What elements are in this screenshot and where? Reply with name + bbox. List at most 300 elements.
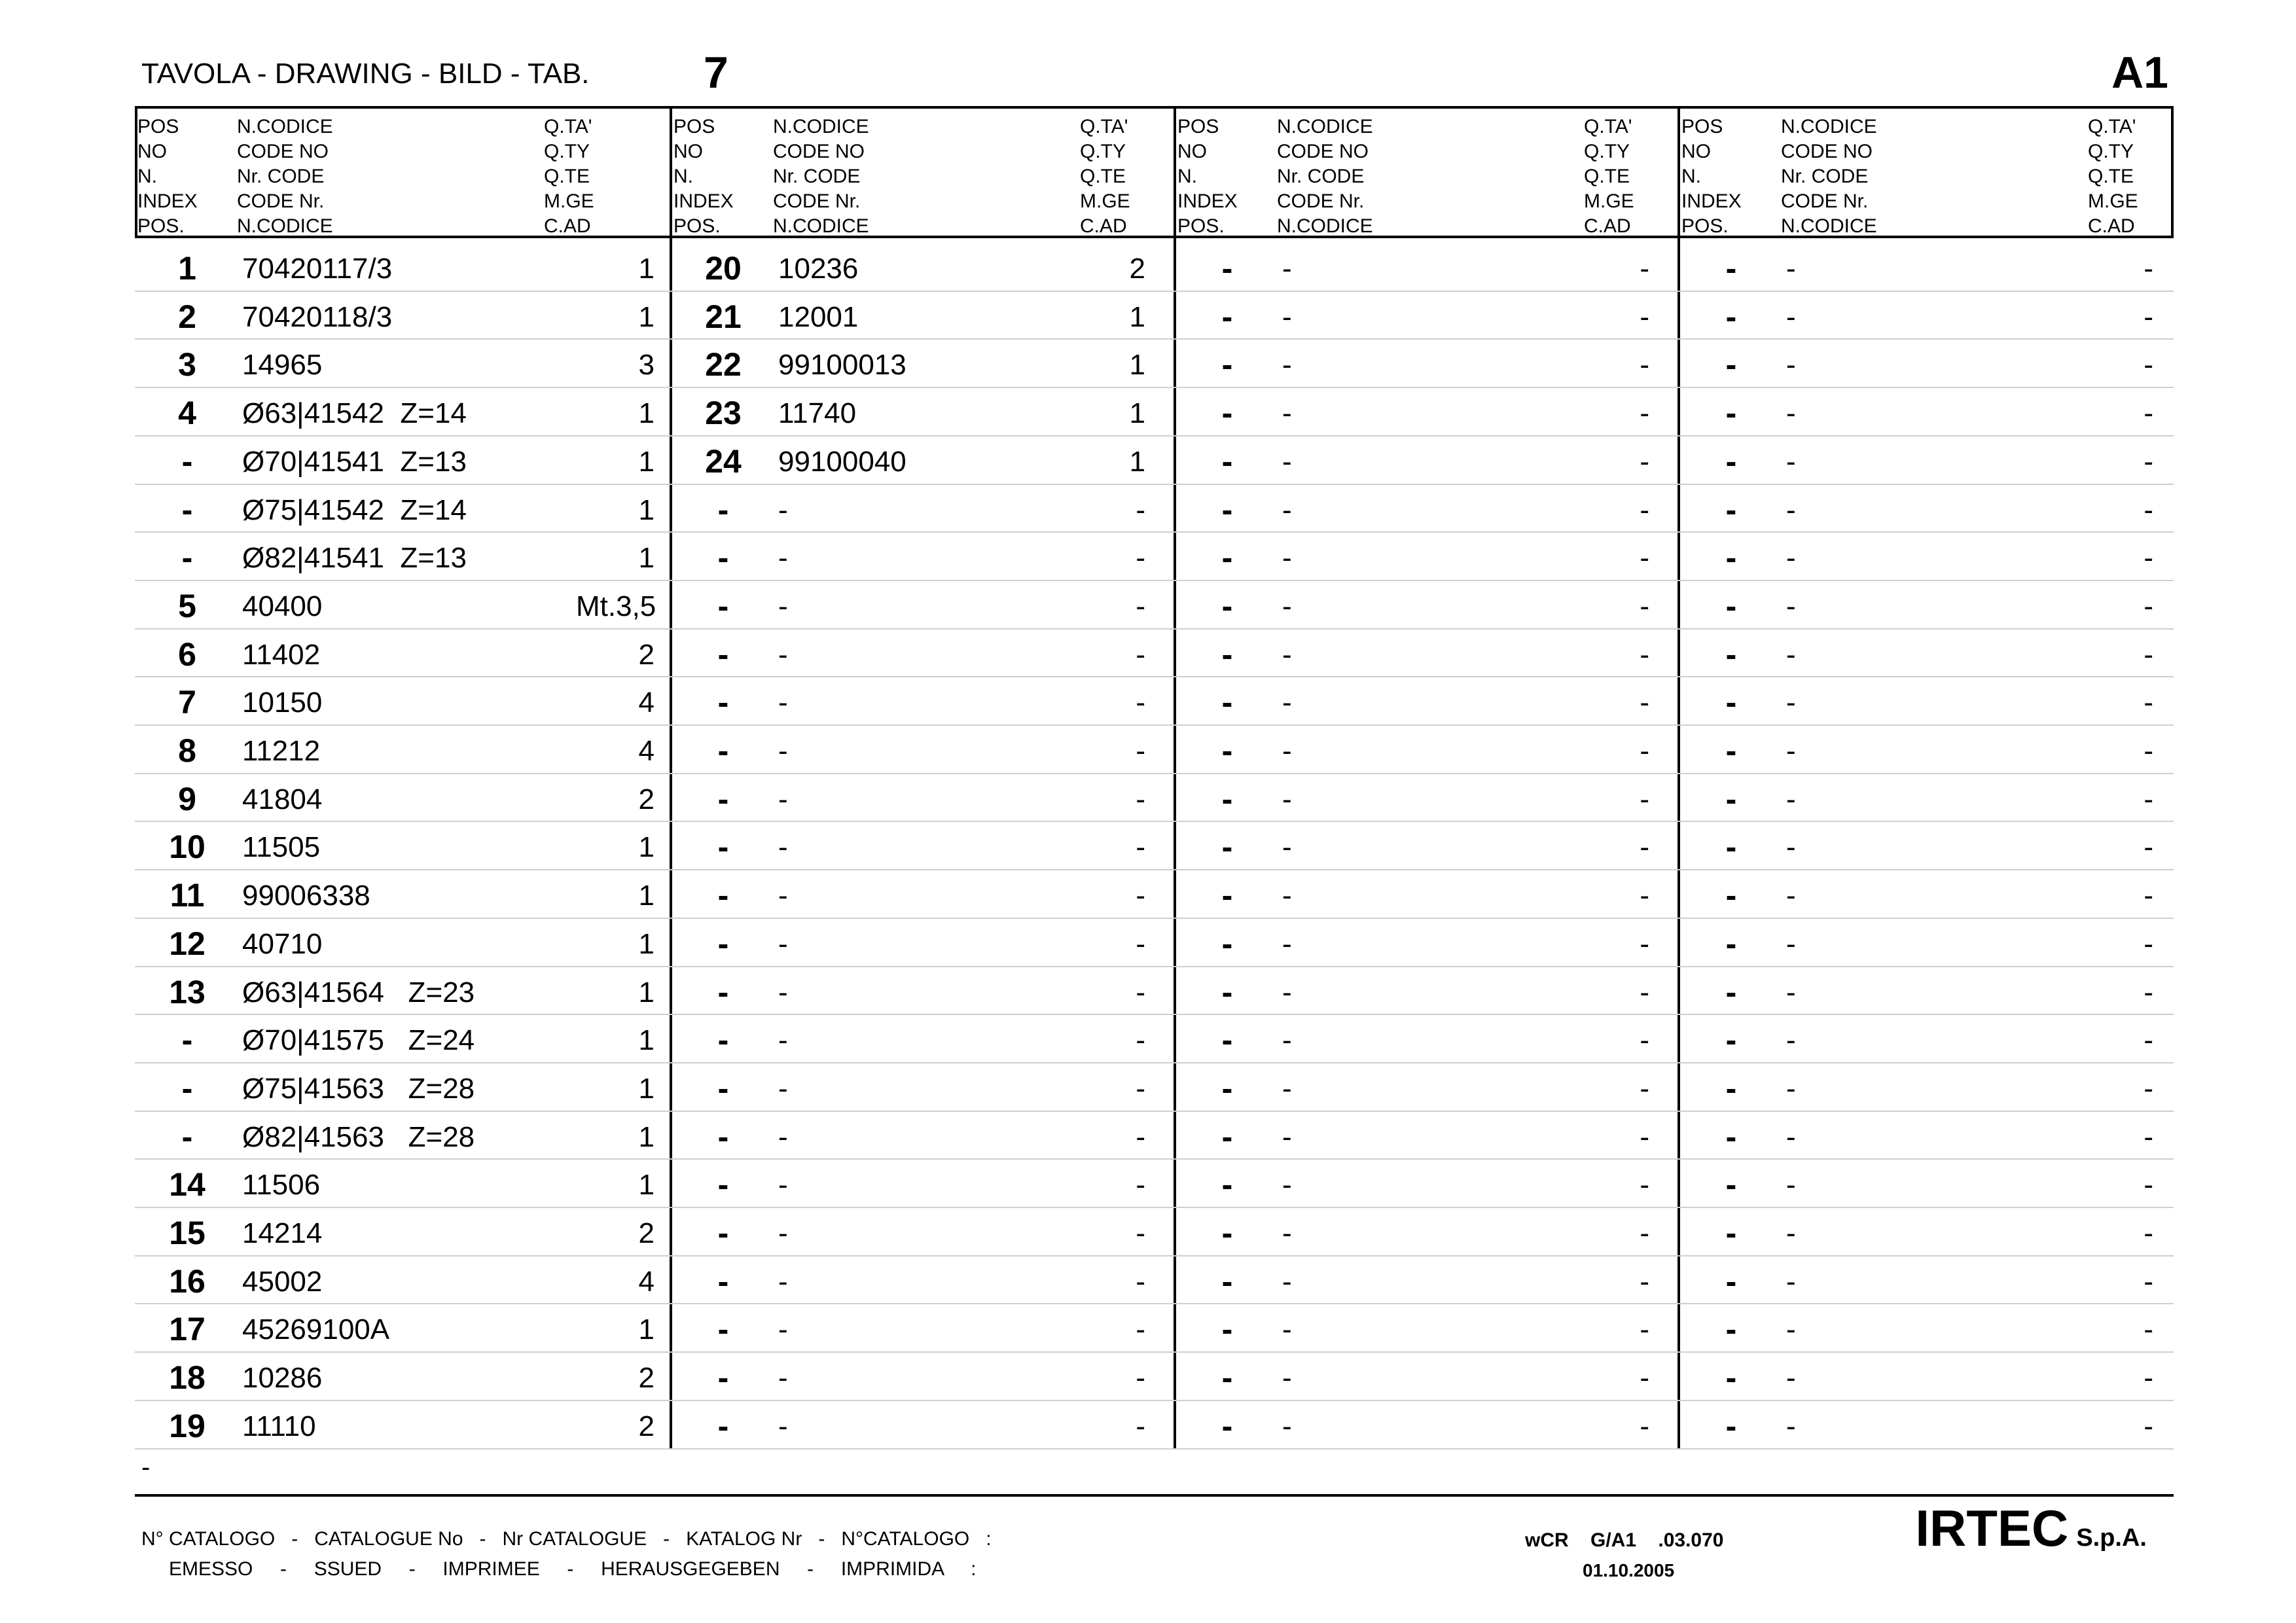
header-qty-label: Q.TA' [1080, 116, 1128, 137]
row-separator [135, 1014, 2174, 1015]
row-qty: - [2144, 831, 2153, 864]
row-code: 14214 [242, 1217, 323, 1249]
row-code: Ø82|41563 Z=28 [242, 1120, 475, 1153]
header-qty-label: Q.TA' [544, 116, 592, 137]
header-pos-label: N. [137, 166, 157, 187]
row-qty: - [2144, 493, 2153, 526]
row-code: - [1282, 542, 1292, 575]
row-pos: - [1221, 539, 1233, 577]
row-pos: - [1221, 346, 1233, 383]
header-column-divider [1677, 106, 1680, 238]
row-code: 11506 [242, 1169, 321, 1202]
sheet-code: A1 [2111, 48, 2168, 98]
row-pos: - [1221, 829, 1233, 866]
row-code: - [778, 880, 788, 912]
header-qty-label: M.GE [1080, 190, 1130, 212]
row-qty: - [1136, 927, 1145, 960]
row-qty: - [1136, 1169, 1145, 1202]
row-code: Ø82|41541 Z=13 [242, 542, 467, 575]
header-code-label: CODE NO [773, 141, 865, 162]
row-qty: - [2144, 590, 2153, 622]
row-qty: 2 [1129, 253, 1145, 285]
catalog-code: wCR G/A1 .03.070 [1525, 1529, 1724, 1551]
header-code-label: CODE NO [1277, 141, 1369, 162]
row-separator [135, 531, 2174, 533]
row-code: - [778, 493, 788, 526]
row-qty: 1 [638, 1313, 655, 1346]
row-pos: 5 [178, 587, 196, 624]
row-code: - [1282, 927, 1292, 960]
row-pos: - [1725, 684, 1737, 721]
row-qty: 2 [638, 783, 655, 815]
row-code: - [778, 976, 788, 1008]
row-code: - [778, 1313, 788, 1346]
row-qty: - [1136, 880, 1145, 912]
row-code: - [1282, 1362, 1292, 1395]
row-qty: 1 [1129, 397, 1145, 430]
row-pos: 10 [169, 829, 206, 866]
row-pos: - [1725, 635, 1737, 673]
brand-suffix: S.p.A. [2076, 1524, 2147, 1552]
header-code-label: Nr. CODE [1781, 166, 1869, 187]
row-pos: - [1221, 1166, 1233, 1204]
row-qty: - [2144, 1120, 2153, 1153]
row-qty: - [2144, 927, 2153, 960]
header-code-label: N.CODICE [773, 215, 869, 237]
row-qty: - [1640, 1362, 1649, 1395]
row-pos: - [1221, 973, 1233, 1010]
header-column-divider [670, 106, 672, 238]
row-separator [135, 435, 2174, 437]
row-qty: - [1640, 542, 1649, 575]
row-qty: - [1136, 687, 1145, 719]
row-separator [135, 1207, 2174, 1208]
row-qty: - [1640, 445, 1649, 478]
row-pos: - [1725, 829, 1737, 866]
row-pos: - [1221, 1215, 1233, 1251]
header-qty-label: Q.TE [2088, 166, 2134, 187]
row-code: - [1282, 445, 1292, 478]
row-pos: - [1221, 877, 1233, 914]
row-code: 45269100A [242, 1313, 390, 1346]
row-code: - [778, 927, 788, 960]
header-pos-labels [1681, 115, 1742, 239]
header-code-label: CODE NO [1781, 141, 1873, 162]
header-pos-label: INDEX [673, 190, 734, 212]
header-pos-labels [673, 115, 734, 239]
row-code: Ø75|41542 Z=14 [242, 493, 467, 526]
row-code: - [1282, 687, 1292, 719]
row-code: - [778, 1362, 788, 1395]
row-pos: - [717, 732, 729, 769]
row-code: - [1786, 927, 1796, 960]
row-code: - [778, 687, 788, 719]
header-pos-label: N. [673, 166, 693, 187]
row-pos: 3 [178, 346, 196, 383]
header-qty-label: Q.TA' [2088, 116, 2136, 137]
row-separator [135, 1351, 2174, 1353]
row-qty: 1 [638, 300, 655, 333]
row-code: - [1786, 1410, 1796, 1442]
row-qty: 4 [638, 687, 655, 719]
row-pos: - [1221, 780, 1233, 817]
row-qty: - [2144, 1410, 2153, 1442]
row-pos: - [1221, 732, 1233, 769]
row-pos: 13 [169, 973, 206, 1010]
header-pos-label: POS. [673, 215, 721, 237]
header-code-label: Nr. CODE [1277, 166, 1365, 187]
row-code: - [1786, 1313, 1796, 1346]
row-code: - [1786, 1024, 1796, 1057]
header-pos-label: POS. [1177, 215, 1225, 237]
row-pos: - [717, 780, 729, 817]
row-pos: - [1725, 587, 1737, 624]
row-code: - [1786, 397, 1796, 430]
row-qty: - [2144, 445, 2153, 478]
row-qty: 1 [638, 927, 655, 960]
header-qty-label: M.GE [544, 190, 594, 212]
row-code: - [1282, 783, 1292, 815]
header-pos-label: INDEX [137, 190, 198, 212]
row-qty: - [1136, 735, 1145, 767]
header-code-label: CODE NO [237, 141, 329, 162]
row-code: - [1282, 1024, 1292, 1057]
row-code: - [1786, 831, 1796, 864]
header-qty-label: Q.TY [1080, 141, 1126, 162]
row-code: Ø75|41563 Z=28 [242, 1072, 475, 1105]
row-qty: 4 [638, 735, 655, 767]
row-qty: - [2144, 542, 2153, 575]
row-qty: - [1136, 976, 1145, 1008]
row-pos: - [1725, 1118, 1737, 1155]
row-separator [135, 869, 2174, 870]
row-code: 70420118/3 [242, 300, 393, 333]
header-qty-label: Q.TE [544, 166, 590, 187]
row-qty: - [1136, 1072, 1145, 1105]
row-qty: - [1136, 1362, 1145, 1395]
row-pos: - [1221, 395, 1233, 432]
header-code-labels [237, 115, 333, 239]
row-qty: 1 [638, 1024, 655, 1057]
header-qty-label: M.GE [1584, 190, 1634, 212]
row-code: 99006338 [242, 880, 370, 912]
header-code-label: N.CODICE [1781, 215, 1877, 237]
header-code-label: Nr. CODE [237, 166, 325, 187]
row-separator [135, 338, 2174, 340]
row-qty: - [2144, 349, 2153, 382]
row-pos: - [1725, 732, 1737, 769]
header-qty-label: Q.TY [2088, 141, 2134, 162]
row-code: 11402 [242, 638, 321, 671]
row-pos: - [1221, 250, 1233, 287]
row-code: 40710 [242, 927, 323, 960]
row-code: - [1786, 493, 1796, 526]
row-qty: - [1640, 638, 1649, 671]
row-pos: - [717, 925, 729, 962]
row-pos: - [717, 1311, 729, 1348]
row-qty: 1 [1129, 300, 1145, 333]
row-pos: 2 [178, 298, 196, 335]
row-qty: - [1640, 590, 1649, 622]
row-pos: 18 [169, 1359, 206, 1397]
row-code: - [778, 1410, 788, 1442]
row-code: - [1282, 1313, 1292, 1346]
header-pos-label: NO [673, 141, 703, 162]
row-qty: 1 [638, 397, 655, 430]
row-code: - [1282, 493, 1292, 526]
header-qty-label: Q.TE [1080, 166, 1126, 187]
row-pos: - [717, 973, 729, 1010]
row-pos: 23 [705, 395, 742, 432]
row-code: - [1786, 253, 1796, 285]
row-qty: - [2144, 300, 2153, 333]
row-pos: - [717, 877, 729, 914]
header-pos-label: NO [1681, 141, 1711, 162]
row-pos: 22 [705, 346, 742, 383]
row-code: - [1282, 976, 1292, 1008]
row-pos: - [181, 491, 193, 528]
row-code: - [1786, 638, 1796, 671]
row-pos: 9 [178, 780, 196, 817]
row-pos: - [181, 1069, 193, 1107]
row-pos: - [1725, 1022, 1737, 1059]
row-code: - [1786, 1362, 1796, 1395]
stray-dash: - [141, 1453, 151, 1482]
row-code: Ø70|41575 Z=24 [242, 1024, 475, 1057]
row-qty: - [1136, 1313, 1145, 1346]
row-pos: - [181, 1022, 193, 1059]
row-pos: - [1725, 973, 1737, 1010]
row-pos: - [1725, 1262, 1737, 1300]
row-pos: - [1221, 298, 1233, 335]
row-qty: - [2144, 397, 2153, 430]
row-code: - [778, 1072, 788, 1105]
row-qty: - [1136, 1217, 1145, 1249]
row-code: 11110 [242, 1410, 316, 1442]
header-qty-label: Q.TA' [1584, 116, 1632, 137]
row-qty: - [1640, 493, 1649, 526]
row-pos: - [717, 1118, 729, 1155]
row-code: 12001 [778, 300, 859, 333]
row-qty: 1 [638, 493, 655, 526]
row-code: - [1282, 349, 1292, 382]
row-pos: - [181, 1118, 193, 1155]
row-pos: 20 [705, 250, 742, 287]
row-pos: - [1725, 539, 1737, 577]
row-code: Ø63|41564 Z=23 [242, 976, 475, 1008]
row-pos: - [1725, 491, 1737, 528]
row-code: - [1282, 1120, 1292, 1153]
row-code: 10286 [242, 1362, 323, 1395]
row-code: - [778, 831, 788, 864]
row-code: - [1282, 1217, 1292, 1249]
row-code: - [1786, 1072, 1796, 1105]
header-code-label: N.CODICE [237, 116, 333, 137]
row-pos: - [717, 1262, 729, 1300]
row-code: 14965 [242, 349, 323, 382]
row-qty: - [1136, 1265, 1145, 1298]
header-code-label: N.CODICE [773, 116, 869, 137]
row-qty: - [1136, 493, 1145, 526]
row-code: - [778, 783, 788, 815]
row-pos: - [1221, 587, 1233, 624]
row-pos: 14 [169, 1166, 206, 1204]
row-code: 70420117/3 [242, 253, 393, 285]
row-separator [135, 676, 2174, 677]
row-pos: - [1221, 1262, 1233, 1300]
row-qty: - [1640, 927, 1649, 960]
row-separator [135, 1448, 2174, 1450]
row-qty: 3 [638, 349, 655, 382]
row-pos: - [1221, 442, 1233, 480]
row-qty: - [1136, 590, 1145, 622]
row-separator [135, 580, 2174, 581]
header-qty-labels [2088, 115, 2138, 239]
row-qty: - [2144, 976, 2153, 1008]
row-qty: - [1640, 349, 1649, 382]
row-pos: - [717, 1215, 729, 1251]
row-qty: 1 [638, 445, 655, 478]
row-qty: 4 [638, 1265, 655, 1298]
row-code: - [1282, 590, 1292, 622]
row-qty: - [1640, 880, 1649, 912]
row-qty: Mt.3,5 [576, 590, 656, 622]
row-code: - [778, 1120, 788, 1153]
row-qty: - [2144, 1362, 2153, 1395]
row-qty: 2 [638, 1362, 655, 1395]
row-qty: - [2144, 1169, 2153, 1202]
header-qty-label: Q.TE [1584, 166, 1630, 187]
header-pos-label: N. [1177, 166, 1197, 187]
row-qty: - [2144, 1217, 2153, 1249]
row-pos: - [1725, 395, 1737, 432]
row-pos: - [717, 491, 729, 528]
header-pos-label: POS [137, 116, 179, 137]
row-code: 45002 [242, 1265, 323, 1298]
row-pos: 21 [705, 298, 742, 335]
row-qty: 1 [638, 880, 655, 912]
row-qty: - [1136, 1410, 1145, 1442]
row-pos: - [717, 635, 729, 673]
row-pos: 17 [169, 1311, 206, 1348]
row-pos: - [717, 1166, 729, 1204]
row-qty: - [2144, 783, 2153, 815]
row-pos: - [717, 1022, 729, 1059]
row-pos: - [181, 539, 193, 577]
header-pos-label: POS [673, 116, 715, 137]
catalog-label-line: N° CATALOGO - CATALOGUE No - Nr CATALOGUE - KATALOG Nr - N°CATALOGO : [141, 1528, 992, 1550]
row-code: Ø70|41541 Z=13 [242, 445, 467, 478]
header-code-label: N.CODICE [1781, 116, 1877, 137]
row-code: - [778, 590, 788, 622]
row-qty: - [2144, 880, 2153, 912]
issued-label-line: EMESSO - SSUED - IMPRIMEE - HERAUSGEGEBEN - IMPRIMIDA : [169, 1558, 977, 1580]
header-pos-label: NO [1177, 141, 1207, 162]
row-separator [135, 1158, 2174, 1160]
header-pos-label: POS [1177, 116, 1219, 137]
header-pos-label: POS. [137, 215, 185, 237]
row-code: - [1282, 1265, 1292, 1298]
row-qty: - [2144, 1265, 2153, 1298]
row-pos: 8 [178, 732, 196, 769]
row-qty: - [1640, 831, 1649, 864]
row-code: - [1786, 1217, 1796, 1249]
column-divider [670, 238, 672, 1449]
row-qty: - [1640, 976, 1649, 1008]
row-qty: - [2144, 735, 2153, 767]
row-qty: - [1640, 1072, 1649, 1105]
row-code: - [1786, 445, 1796, 478]
row-code: - [1786, 1169, 1796, 1202]
brand-name: IRTEC [1915, 1499, 2069, 1557]
row-qty: - [1136, 1024, 1145, 1057]
row-qty: - [1640, 253, 1649, 285]
row-code: - [778, 735, 788, 767]
header-code-label: CODE Nr. [1277, 190, 1365, 212]
header-pos-label: POS [1681, 116, 1723, 137]
column-divider [1174, 238, 1176, 1449]
row-qty: - [1136, 638, 1145, 671]
table-number: 7 [704, 48, 728, 98]
row-qty: - [1640, 1024, 1649, 1057]
row-pos: - [1221, 1311, 1233, 1348]
row-code: - [1786, 880, 1796, 912]
header-code-label: N.CODICE [1277, 116, 1373, 137]
row-qty: 1 [638, 976, 655, 1008]
row-qty: 1 [638, 1120, 655, 1153]
row-pos: - [1725, 1311, 1737, 1348]
header-pos-label: N. [1681, 166, 1701, 187]
row-code: 41804 [242, 783, 323, 815]
row-qty: - [1640, 1217, 1649, 1249]
row-qty: - [1640, 1313, 1649, 1346]
row-pos: - [1221, 684, 1233, 721]
row-pos: - [717, 1407, 729, 1444]
row-separator [135, 1303, 2174, 1304]
row-qty: - [1136, 783, 1145, 815]
row-code: 99100013 [778, 349, 906, 382]
row-code: - [1786, 976, 1796, 1008]
row-pos: - [1725, 1359, 1737, 1397]
row-qty: - [1136, 542, 1145, 575]
header-qty-label: C.AD [544, 215, 591, 237]
row-qty: - [2144, 253, 2153, 285]
row-pos: - [1221, 1407, 1233, 1444]
row-code: - [1786, 783, 1796, 815]
row-code: 11740 [778, 397, 857, 430]
row-pos: 7 [178, 684, 196, 721]
row-qty: 2 [638, 1410, 655, 1442]
row-pos: - [1221, 1359, 1233, 1397]
row-pos: - [1221, 1069, 1233, 1107]
row-pos: - [1221, 635, 1233, 673]
row-pos: - [1725, 1215, 1737, 1251]
row-pos: - [1725, 925, 1737, 962]
row-code: - [778, 1169, 788, 1202]
row-pos: 15 [169, 1215, 206, 1251]
row-code: - [1786, 542, 1796, 575]
row-qty: - [1640, 1120, 1649, 1153]
row-qty: - [1640, 1265, 1649, 1298]
header-pos-label: INDEX [1177, 190, 1238, 212]
row-pos: - [1725, 877, 1737, 914]
row-pos: - [1725, 780, 1737, 817]
header-code-label: CODE Nr. [1781, 190, 1869, 212]
row-pos: - [717, 587, 729, 624]
row-qty: 1 [638, 831, 655, 864]
header-qty-label: C.AD [2088, 215, 2135, 237]
row-pos: 4 [178, 395, 196, 432]
